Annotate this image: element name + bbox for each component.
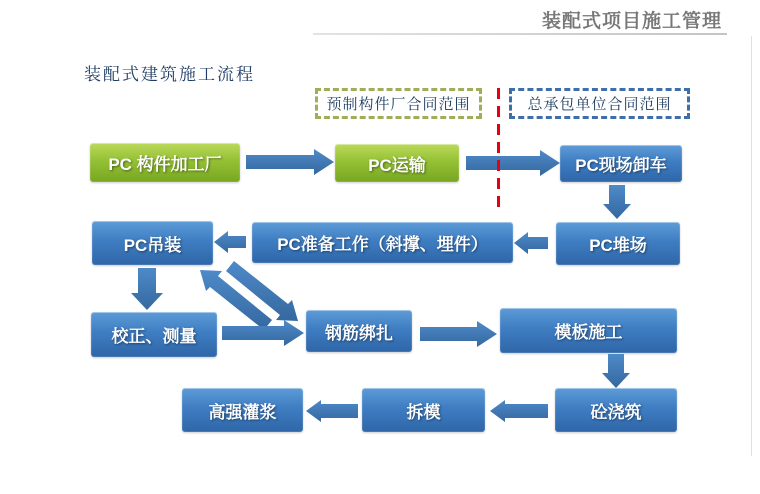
arrow-concrete-to-demould <box>490 400 548 422</box>
flow-title: 装配式建筑施工流程 <box>84 65 255 85</box>
flow-node-rebar: 钢筋绑扎 <box>306 310 412 352</box>
flow-node-formwork: 模板施工 <box>500 308 677 353</box>
flow-node-concrete: 砼浇筑 <box>555 388 677 432</box>
flow-node-pc-unload: PC现场卸车 <box>560 145 682 182</box>
arrow-transport-to-unload <box>466 150 560 176</box>
factory-scope-label: 预制构件厂合同范围 <box>315 88 482 119</box>
flow-node-pc-yard: PC堆场 <box>556 222 680 265</box>
arrow-rebar-to-formwork <box>420 321 497 347</box>
arrow-demould-to-grouting <box>306 400 358 422</box>
flow-node-pc-prep: PC准备工作（斜撑、埋件） <box>252 222 513 263</box>
page-edge-line <box>751 36 752 456</box>
contractor-scope-label: 总承包单位合同范围 <box>509 88 690 119</box>
flow-node-pc-transport: PC运输 <box>335 144 459 182</box>
flow-node-pc-hoist: PC吊装 <box>92 221 213 265</box>
arrow-hoist-to-rebar-diagonal <box>226 261 298 321</box>
arrow-hoist-to-adjust <box>131 268 163 310</box>
title-underline <box>313 33 727 35</box>
arrow-prep-to-hoist <box>214 231 246 253</box>
arrow-factory-to-transport <box>246 149 334 175</box>
flow-node-pc-factory: PC 构件加工厂 <box>90 143 240 182</box>
flow-node-demould: 拆模 <box>362 388 485 432</box>
arrow-unload-to-yard <box>603 185 631 219</box>
arrow-adjust-to-rebar <box>222 320 304 346</box>
arrow-yard-to-prep <box>514 232 548 254</box>
arrow-formwork-to-concrete <box>602 354 630 388</box>
page-title: 装配式项目施工管理 <box>541 11 722 32</box>
flow-node-adjust: 校正、测量 <box>91 312 217 357</box>
flow-node-grouting: 高强灌浆 <box>182 388 303 432</box>
contract-scope-divider-line <box>497 88 500 210</box>
